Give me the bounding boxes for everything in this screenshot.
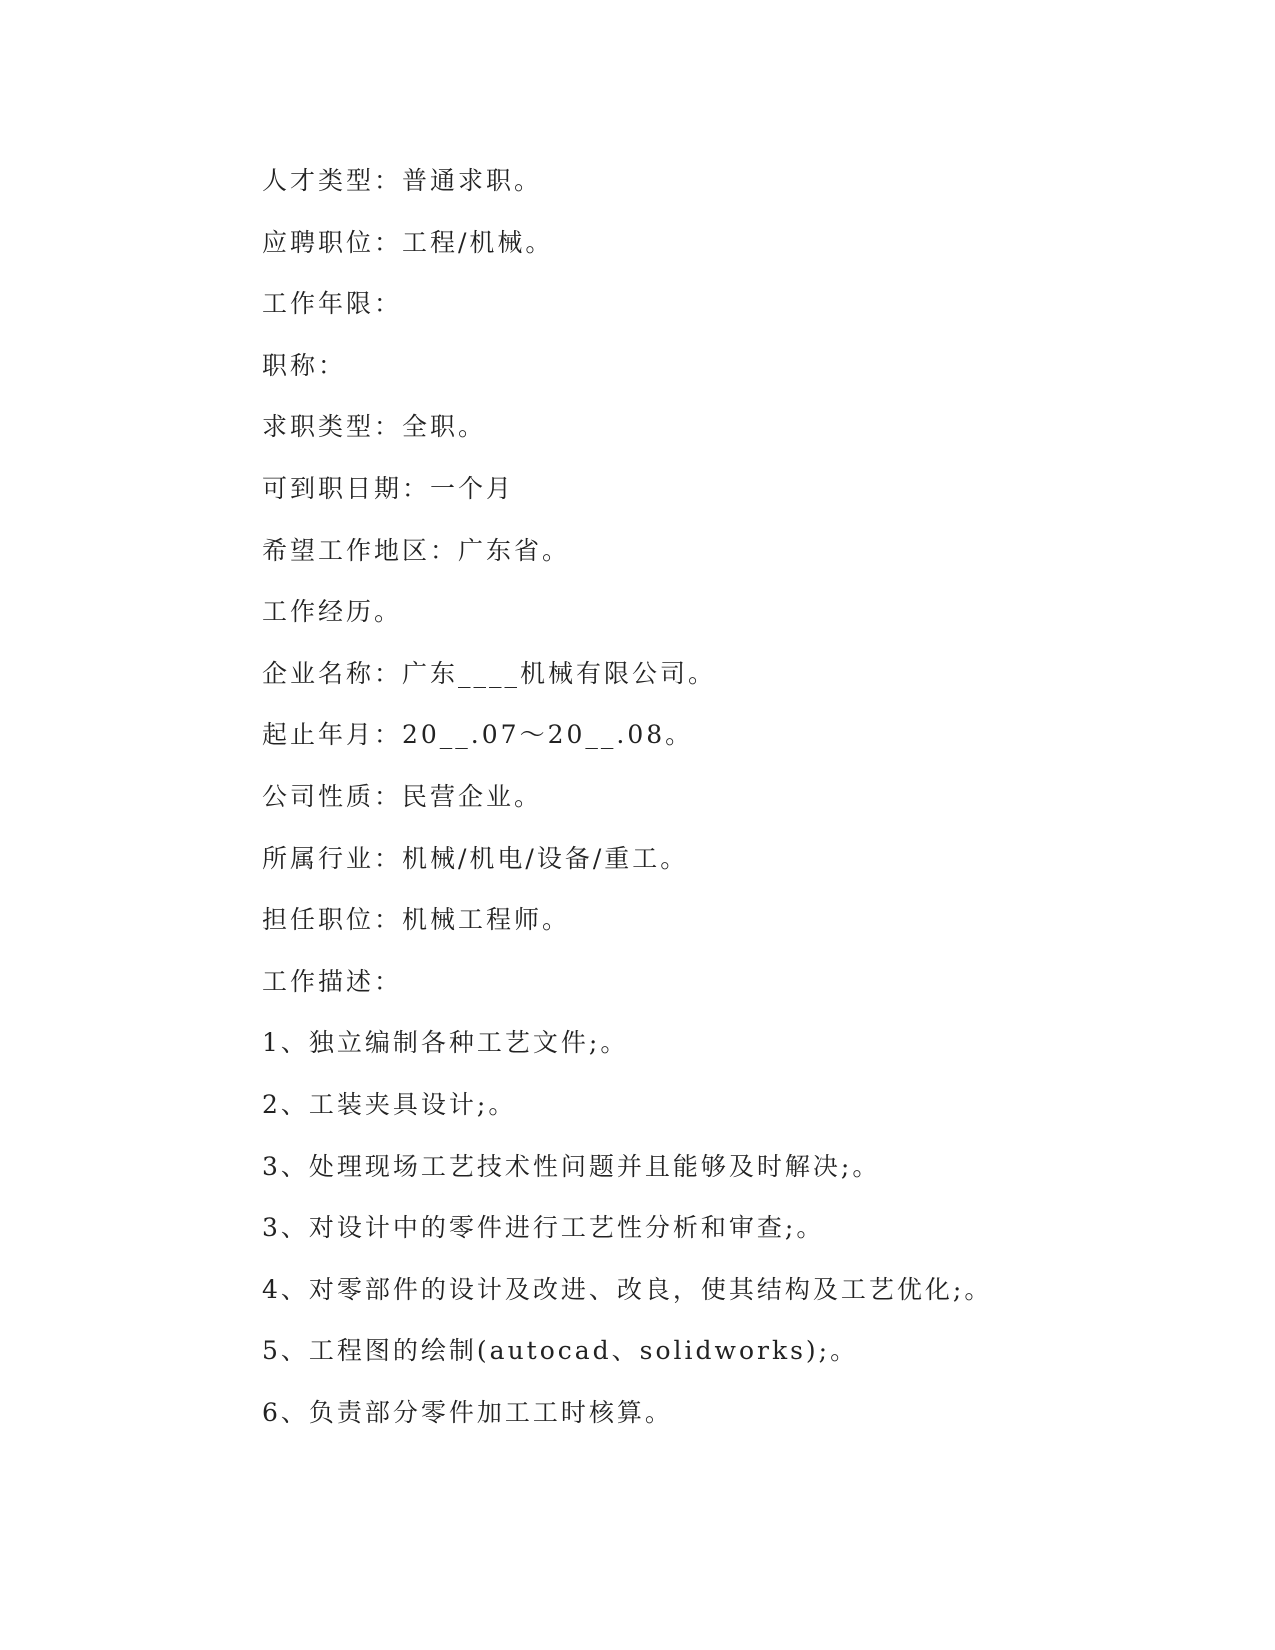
list-item: 1、独立编制各种工艺文件;。 — [262, 1028, 629, 1058]
text-line: 担任职位：机械工程师。 — [262, 905, 571, 935]
list-item: 3、处理现场工艺技术性问题并且能够及时解决;。 — [262, 1151, 881, 1181]
list-item: 5、工程图的绘制(autocad、solidworks);。 — [262, 1336, 859, 1366]
text-line: 所属行业：机械/机电/设备/重工。 — [262, 843, 689, 873]
text-line: 人才类型：普通求职。 — [262, 166, 543, 195]
text-line: 求职类型：全职。 — [262, 412, 487, 442]
text-line: 希望工作地区：广东省。 — [262, 535, 571, 565]
text-line: 企业名称：广东____机械有限公司。 — [262, 658, 717, 688]
text-line: 公司性质：民营企业。 — [262, 781, 543, 811]
list-item: 4、对零部件的设计及改进、改良，使其结构及工艺优化;。 — [262, 1274, 993, 1304]
text-line: 起止年月：20__.07～20__.08。 — [262, 720, 694, 750]
list-item: 3、对设计中的零件进行工艺性分析和审查;。 — [262, 1213, 825, 1243]
text-line: 工作描述： — [262, 966, 403, 996]
text-line: 应聘职位：工程/机械。 — [262, 227, 554, 257]
document-body — [262, 168, 1162, 1461]
list-item: 6、负责部分零件加工工时核算。 — [262, 1397, 673, 1427]
list-item: 2、工装夹具设计;。 — [262, 1089, 517, 1119]
text-line: 可到职日期：一个月 — [262, 473, 515, 503]
text-line: 职称： — [262, 350, 347, 380]
section-heading: 工作经历。 — [262, 597, 403, 627]
text-line: 工作年限： — [262, 289, 403, 319]
